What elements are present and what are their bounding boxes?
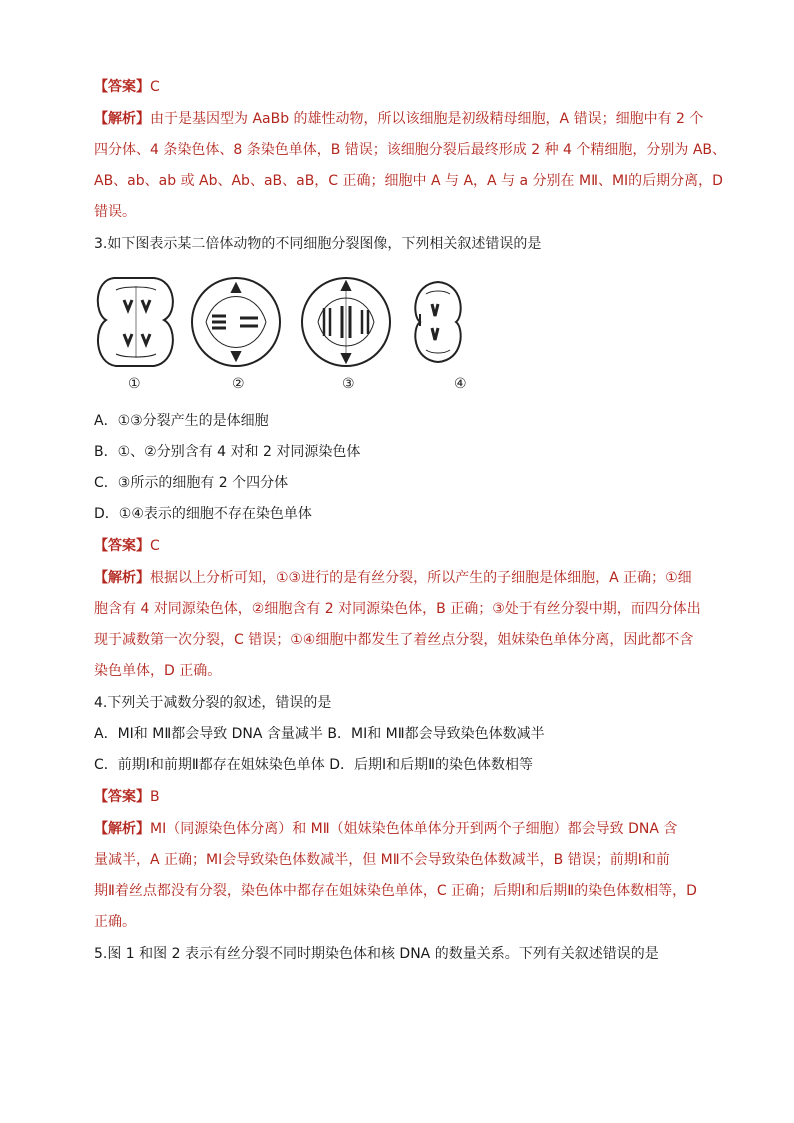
q4-stem: 4.下列关于减数分裂的叙述，错误的是 — [94, 695, 332, 711]
q2-answer-line — [94, 76, 160, 98]
q4-answer-line — [94, 786, 160, 808]
analysis-tag: 【解析】 — [94, 821, 150, 837]
q3-option-a: A．①③分裂产生的是体细胞 — [94, 413, 269, 429]
answer-value: B — [150, 789, 160, 805]
cell-division-diagram — [94, 268, 494, 396]
cell-division-figure — [94, 268, 494, 396]
figure-label-1: ① — [128, 376, 141, 392]
cell-3 — [302, 278, 390, 366]
q3-option-c: C．③所示的细胞有 2 个四分体 — [94, 475, 289, 491]
figure-label-3: ③ — [342, 376, 355, 392]
q3-stem: 3.如下图表示某二倍体动物的不同细胞分裂图像，下列相关叙述错误的是 — [94, 236, 542, 252]
answer-tag: 【答案】 — [94, 79, 150, 95]
analysis-text: 根据以上分析可知，①③进行的是有丝分裂，所以产生的子细胞是体细胞，A 正确；①细 — [150, 570, 692, 586]
cell-1 — [98, 278, 173, 366]
q4-analysis-line-3: 期Ⅱ着丝点都没有分裂，染色体中都存在姐妹染色单体，C 正确；后期Ⅰ和后期Ⅱ的染色体数相等，D — [94, 883, 697, 899]
q2-analysis-line-4: 错误。 — [94, 204, 136, 220]
q3-option-d: D．①④表示的细胞不存在染色单体 — [94, 506, 312, 522]
q4-analysis-line-4: 正确。 — [94, 914, 136, 930]
q4-options-cd: C．前期Ⅰ和前期Ⅱ都存在姐妹染色单体 D．后期Ⅰ和后期Ⅱ的染色体数相等 — [94, 757, 534, 773]
analysis-tag: 【解析】 — [94, 570, 150, 586]
answer-tag: 【答案】 — [94, 538, 150, 554]
q4-analysis-line-1 — [94, 818, 677, 840]
q3-answer-line — [94, 535, 160, 557]
figure-label-4: ④ — [454, 376, 467, 392]
q3-analysis-line-3: 现于减数第一次分裂，C 错误；①④细胞中都发生了着丝点分裂，姐妹染色单体分离，因此都不含 — [94, 632, 694, 648]
analysis-tag: 【解析】 — [94, 111, 150, 127]
cell-2 — [192, 278, 280, 366]
q3-analysis-line-2: 胞含有 4 对同源染色体，②细胞含有 2 对同源染色体，B 正确；③处于有丝分裂中期，而四分体出 — [94, 601, 701, 617]
figure-label-2: ② — [232, 376, 245, 392]
q2-analysis-line-2: 四分体、4 条染色体、8 条染色单体，B 错误；该细胞分裂后最终形成 2 种 4 个精细胞，分别为 AB、 — [94, 142, 727, 158]
cell-4 — [415, 282, 460, 362]
q2-analysis-line-3: AB、ab、ab 或 Ab、Ab、aB、aB，C 正确；细胞中 A 与 A，A 与 a 分别在 MⅡ、MⅠ的后期分离，D — [94, 173, 723, 189]
q3-analysis-line-1 — [94, 567, 692, 589]
analysis-text: MⅠ（同源染色体分离）和 MⅡ（姐妹染色体单体分开到两个子细胞）都会导致 DNA 含 — [150, 821, 678, 837]
q4-options-ab: A．MⅠ和 MⅡ都会导致 DNA 含量减半 B．MⅠ和 MⅡ都会导致染色体数减半 — [94, 726, 545, 742]
q3-analysis-line-4: 染色单体，D 正确。 — [94, 663, 222, 679]
answer-value: C — [150, 538, 160, 554]
q2-analysis-line-1 — [94, 108, 703, 130]
q5-stem: 5.图 1 和图 2 表示有丝分裂不同时期染色体和核 DNA 的数量关系。下列有关叙述错误的是 — [94, 946, 659, 962]
q3-option-b: B．①、②分别含有 4 对和 2 对同源染色体 — [94, 444, 361, 460]
q4-analysis-line-2: 量减半，A 正确；MⅠ会导致染色体数减半，但 MⅡ不会导致染色体数减半，B 错误；前期Ⅰ和前 — [94, 852, 670, 868]
analysis-text: 由于是基因型为 AaBb 的雄性动物，所以该细胞是初级精母细胞，A 错误；细胞中有 2 个 — [150, 111, 704, 127]
answer-value: C — [150, 79, 160, 95]
answer-tag: 【答案】 — [94, 789, 150, 805]
